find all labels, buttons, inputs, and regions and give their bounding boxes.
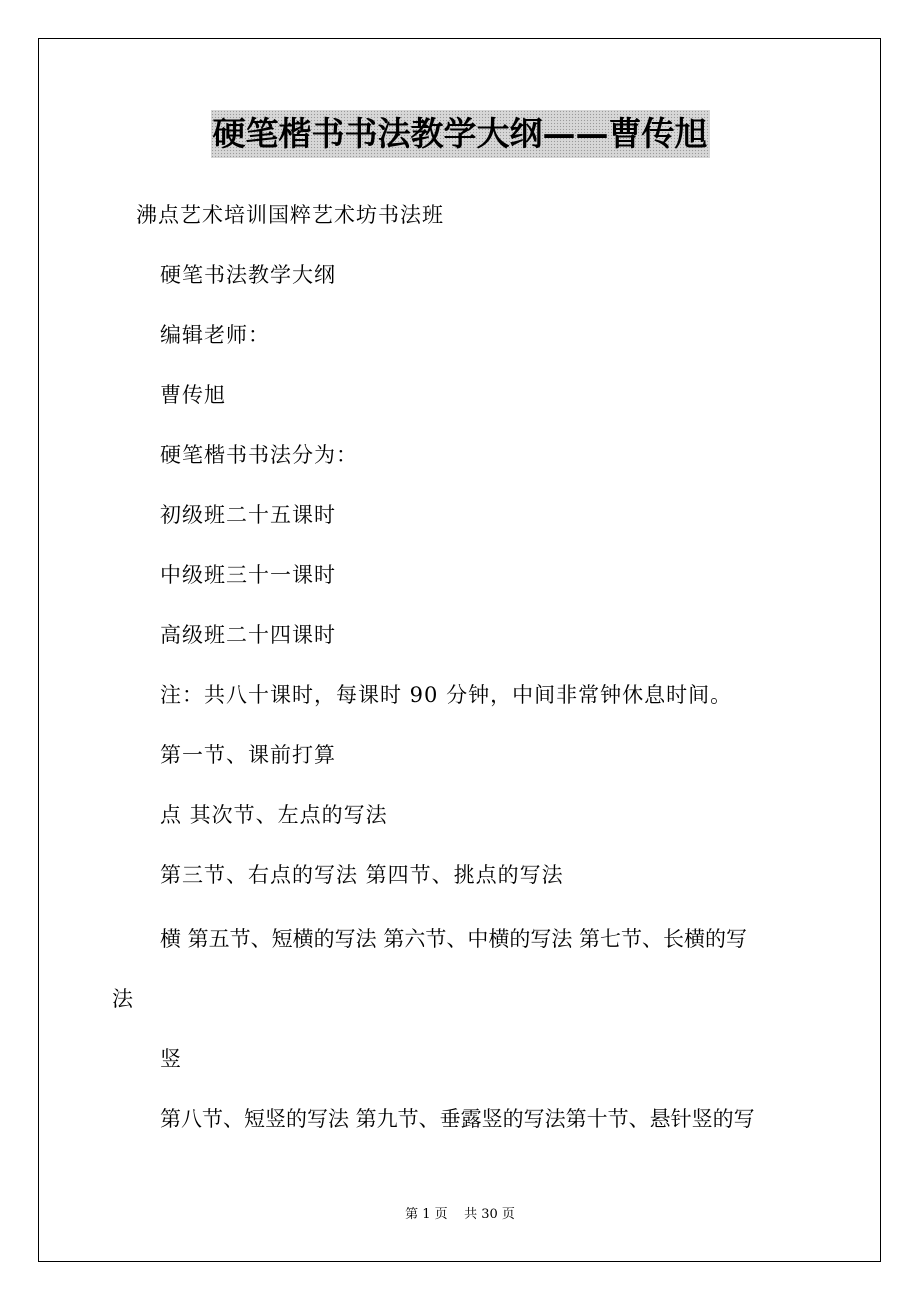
- text-line: 编辑老师：: [160, 323, 270, 347]
- text-line: 高级班二十四课时: [160, 623, 336, 647]
- text-line: 中级班三十一课时: [160, 563, 336, 587]
- text-line: 初级班二十五课时: [160, 503, 336, 527]
- document-title: 硬笔楷书书法教学大纲——曹传旭: [211, 110, 710, 158]
- title-container: [0, 110, 920, 158]
- text-line: 硬笔书法教学大纲: [160, 263, 336, 287]
- text-line: 横 第五节、短横的写法 第六节、中横的写法 第七节、长横的写: [160, 927, 748, 951]
- text-line: 第一节、课前打算: [160, 743, 336, 767]
- text-line: 法: [112, 987, 134, 1011]
- text-line: 注：共八十课时，每课时 90 分钟，中间非常钟休息时间。: [160, 683, 733, 707]
- page-footer: 第 1 页 共 30 页: [405, 1207, 515, 1222]
- text-line: 沸点艺术培训国粹艺术坊书法班: [136, 203, 444, 227]
- text-line: 第三节、右点的写法 第四节、挑点的写法: [160, 863, 564, 887]
- text-line: 第八节、短竖的写法 第九节、垂露竖的写法第十节、悬针竖的写: [160, 1107, 755, 1131]
- text-line: 点 其次节、左点的写法: [160, 803, 388, 827]
- text-line: 竖: [160, 1047, 182, 1071]
- text-line: 硬笔楷书书法分为：: [160, 443, 358, 467]
- text-line: 曹传旭: [160, 383, 226, 407]
